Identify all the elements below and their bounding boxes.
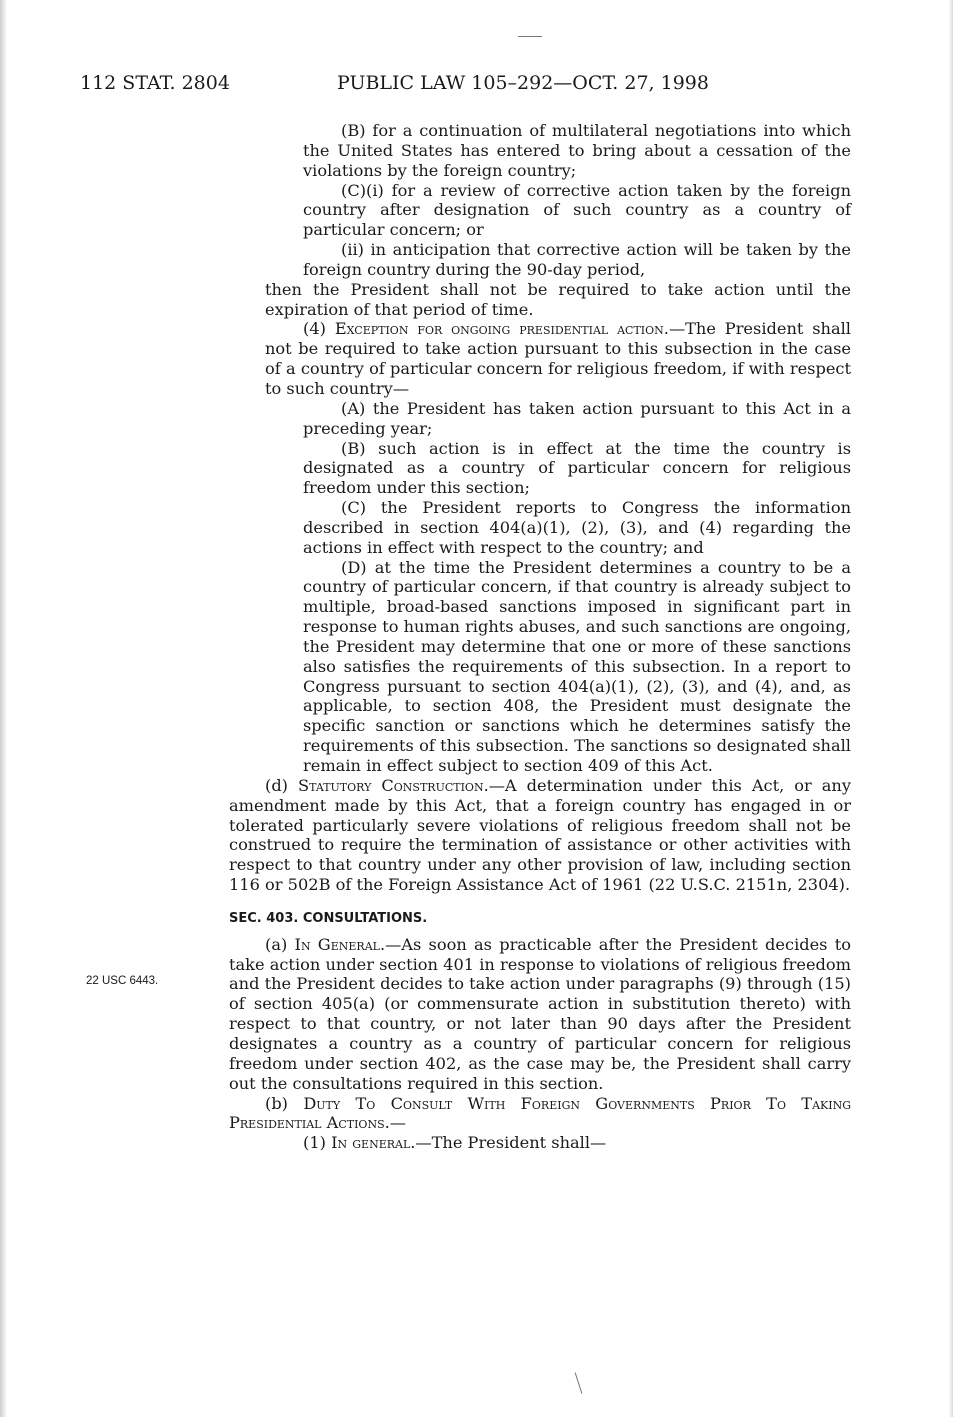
scan-mark-top [518,36,542,37]
page-left-edge-shadow [0,0,6,1417]
scan-mark-bottom [575,1372,583,1393]
subsection-d-text: —A determination under this Act, or any amendment made by this Act, that a foreign country has engaged in or tolerated particularly severe violations of religious freedom shall not be construed to require the termination of assistance or other activities with respect to that country under any other provision of law, including section 116 or 502B of the Foreign Assistance Act of 1961 (22 U.S.C. 2151n, 2304). [229,775,852,895]
para-ii-anticipation: (ii) in anticipation that corrective action will be taken by the foreign country during the 90-day period, [303,240,851,279]
subsection-a-number: (a) [265,934,288,954]
subsection-d-number: (d) [265,775,288,795]
subsection-b-duty-to-consult [229,1094,851,1134]
para-4a: (A) the President has taken action pursuant to this Act in a preceding year; [303,398,851,438]
para-4-exception [229,319,851,398]
subsection-a-in-general [229,935,851,1094]
page-header [80,72,870,102]
subsection-a-heading: In General. [294,934,386,954]
subsection-a-text: —As soon as practicable after the President decides to take action under section 401 in response to violations of religious freedom and the President decides to take action under paragraphs (9) through (15) of section 405(a) (or commensurate action in substitution thereto) with respect to that country, or not later than 90 days after the President designates a country as a country of particular concern for religious freedom under section 402, as the case may be, the President shall carry out the consultations required in this section. [229,934,851,1093]
subsection-d-statutory-construction [229,776,851,895]
subsection-d-heading: Statutory Construction. [298,775,489,795]
section-403-heading: SEC. 403. CONSULTATIONS. [229,910,428,926]
stat-reference: 112 STAT. 2804 [80,72,230,94]
page-right-edge-shadow [949,0,953,1417]
para-4b: (B) such action is in effect at the time the country is designated as a country of particular concern for religious freedom under this section; [303,438,851,498]
para-then-president: then the President shall not be required to take action until the expiration of that period of time. [265,279,851,319]
public-law-reference: PUBLIC LAW 105–292—OCT. 27, 1998 [337,72,709,94]
usc-margin-note: 22 USC 6443. [86,975,159,987]
statute-body [229,121,851,1153]
para-4-number: (4) [303,319,326,339]
para-b1-heading: In general. [331,1133,416,1153]
subsection-b-heading: Duty To Consult With Foreign Governments Prior To Taking Presidential Actions. [229,1093,851,1133]
subsection-b-dash: — [389,1113,406,1133]
subsection-b-number: (b) [265,1093,288,1113]
para-4d: (D) at the time the President determines a country to be a country of particular concern, if that country is already subject to multiple, broad-based sanctions imposed in significant part in response to human rights abuses, and such sanctions are ongoing, the President may determine that one or more of these sanctions also satisfies the requirements of this subsection. In a report to Congress pursuant to section 404(a)(1), (2), (3), and (4), and, as applicable, to section 408, the President must designate the specific sanction or sanctions which he determines satisfy the requirements of this subsection. The sanctions so designated shall remain in effect subject to section 409 of this Act. [303,557,851,775]
para-ci-review: (C)(i) for a review of corrective action taken by the foreign country after designation of such country as a country of particular concern; or [303,180,851,240]
para-4-heading: Exception for ongoing presidential action. [334,319,669,339]
para-b1-in-general [229,1133,851,1153]
para-b1-text: —The President shall— [415,1133,607,1153]
para-4-text: —The President shall not be required to take action pursuant to this subsection in the case of a country of particular concern for religious freedom, if with respect to such country— [265,319,851,398]
para-b1-number: (1) [303,1133,326,1153]
para-b-multilateral: (B) for a continuation of multilateral negotiations into which the United States has entered to bring about a cessation of the violations by the foreign country; [303,121,851,180]
para-4c: (C) the President reports to Congress the information described in section 404(a)(1), (2), (3), and (4) regarding the actions in effect with respect to the country; and [303,498,851,557]
